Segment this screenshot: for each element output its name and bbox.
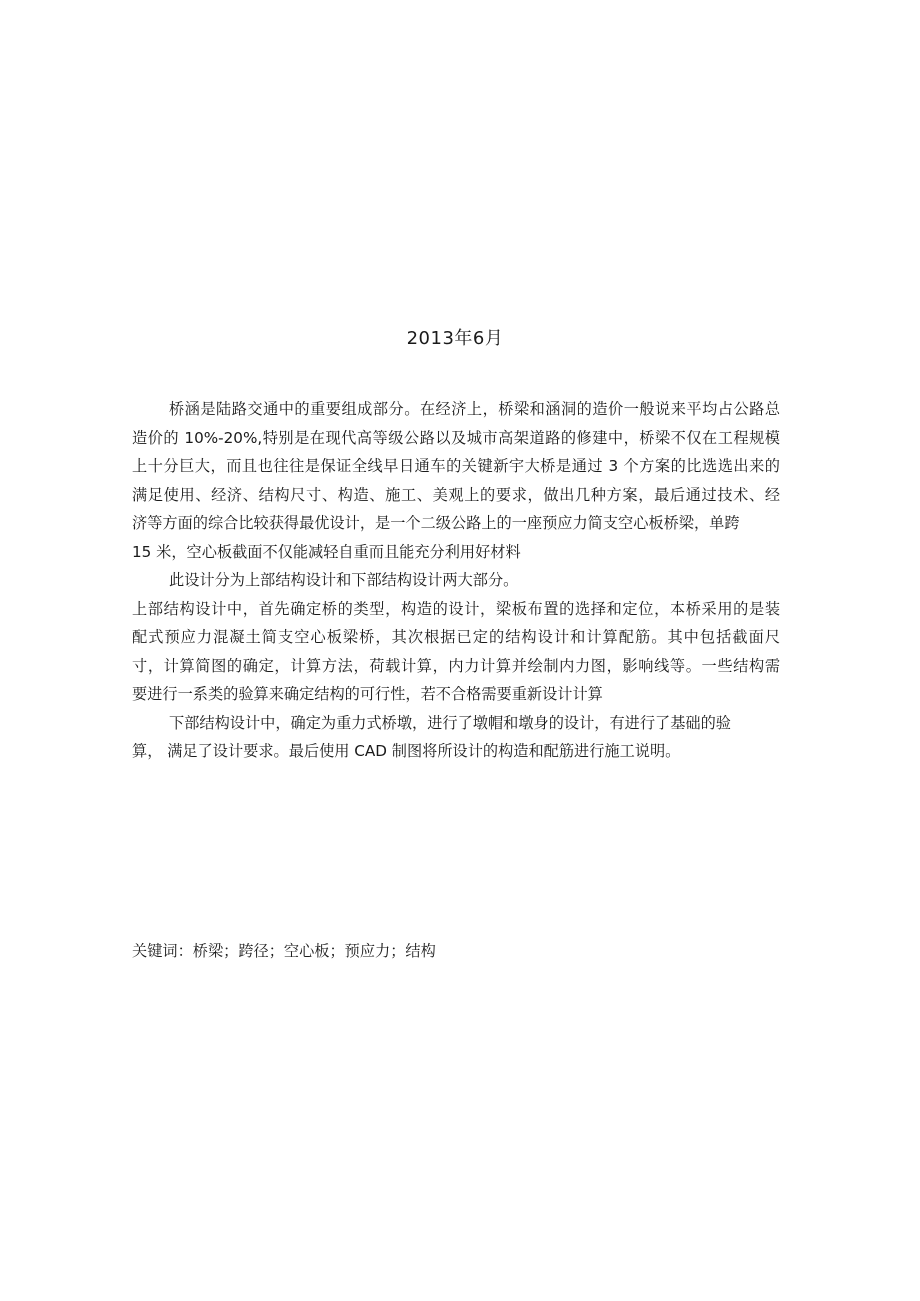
abstract-line: 济等方面的综合比较获得最优设计，是一个二级公路上的一座预应力简支空心板桥梁，单跨: [132, 514, 740, 532]
abstract-line: 寸，计算简图的确定，计算方法，荷载计算，内力计算并绘制内力图，影响线等。一些结构需: [132, 656, 780, 675]
abstract-line: 15 米，空心板截面不仅能减轻自重而且能充分利用好材料: [132, 542, 521, 561]
date-heading: 2013年6月: [406, 328, 504, 349]
abstract-body: [132, 395, 780, 766]
abstract-line: 要进行一系类的验算来确定结构的可行性，若不合格需要重新设计计算: [132, 685, 603, 703]
abstract-line: 上部结构设计中，首先确定桥的类型，构造的设计，梁板布置的选择和定位，本桥采用的是装: [132, 599, 780, 618]
abstract-line: 算， 满足了设计要求。最后使用 CAD 制图将所设计的构造和配筋进行施工说明。: [132, 742, 681, 760]
abstract-line: 配式预应力混凝土简支空心板梁桥，其次根据已定的结构设计和计算配筋。其中包括截面尺: [132, 628, 780, 646]
abstract-line: 满足使用、经济、结构尺寸、构造、施工、美观上的要求，做出几种方案，最后通过技术、经: [132, 485, 780, 504]
abstract-line: 桥涵是陆路交通中的重要组成部分。在经济上，桥梁和涵洞的造价一般说来平均占公路总: [169, 400, 780, 418]
abstract-line: 造价的 10%-20%,特别是在现代高等级公路以及城市高架道路的修建中，桥梁不仅在工程规模: [132, 428, 780, 447]
keywords-line: 关键词：桥梁；跨径；空心板；预应力；结构: [132, 942, 436, 960]
abstract-line: 下部结构设计中，确定为重力式桥墩，进行了墩帽和墩身的设计，有进行了基础的验: [169, 713, 731, 732]
abstract-line: 此设计分为上部结构设计和下部结构设计两大部分。: [169, 571, 519, 589]
abstract-line: 上十分巨大，而且也往往是保证全线早日通车的关键新宇大桥是通过 3 个方案的比选选出来的: [132, 457, 780, 475]
